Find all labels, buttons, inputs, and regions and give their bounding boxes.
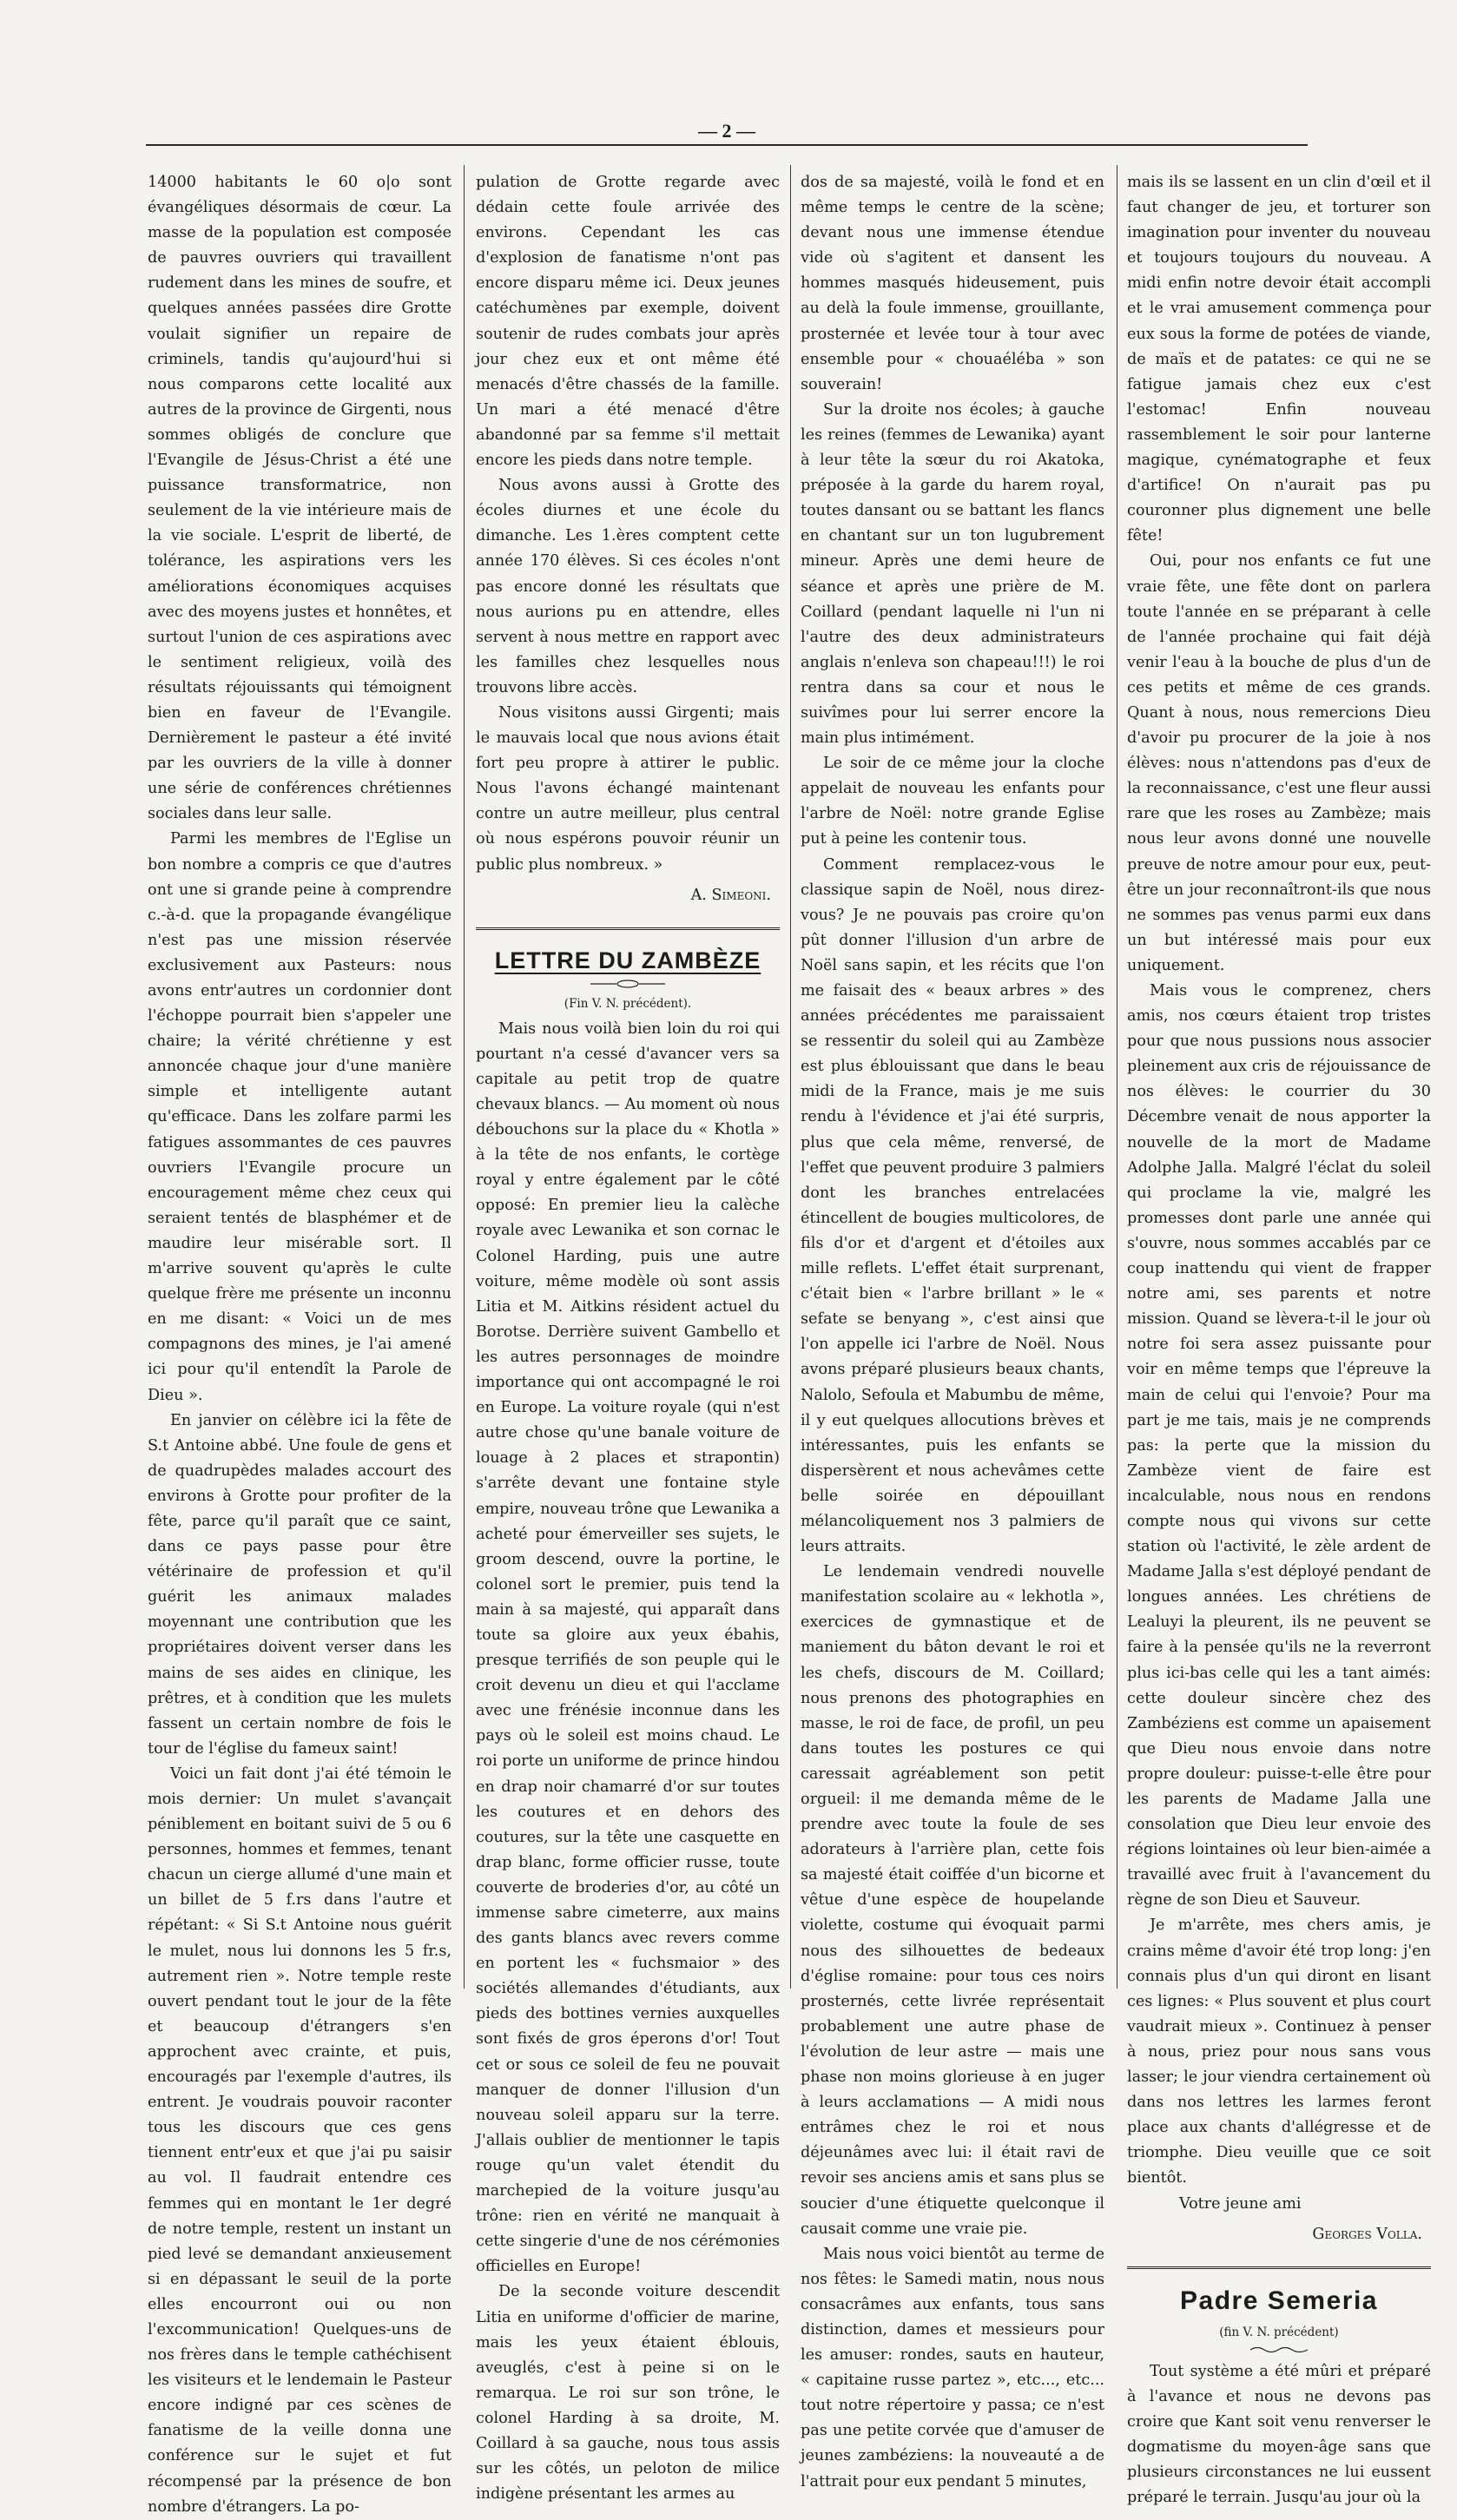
signature-volla: Georges Volla.: [1312, 2225, 1422, 2243]
paragraph: Mais nous voilà bien loin du roi qui pourtant n'a cessé d'avancer vers sa capitale au petit trop de quatre chevaux blancs. — Au moment où nous débouchons sur la place du « Khotla » à la tête de nos enfants, le cortège royal y entre également par le côté opposé: En premier lieu la calèche royale avec Lewanika et son cornac le Colonel Harding, puis une autre voiture, même modèle où sont assis Litia et M. Aitkins résident actuel du Borotse. Derrière suivent Gambello et les autres personnages de moindre importance qui ont accompagné le roi en Europe. La voiture royale (qui n'est autre chose qu'une banale voiture de louage à 2 places et strapontin) s'arrête devant une fontaine style empire, nouveau trône que Lewanika a acheté pour émerveiller ses sujets, le groom descend, ouvre la portine, le colonel sort le premier, puis tend la main à sa majesté, qui apparaît dans toute sa gloire aux yeux ébahis, presque terrifiés de son peuple qui le croit devenu un dieu et qui l'acclame avec une frénésie inconnue dans les pays où le soleil est moins chaud. Le roi porte un uniforme de prince hindou en drap noir chamarré d'or sur toutes les coutures et en dehors des coutures, sur la tête une casquette en drap blanc, forme officier russe, toute couverte de broderies d'or, au côté un immense sabre cimeterre, aux mains des gants blancs avec revers comme en portent les « fuchsmaior » des sociétés allemandes d'étudiants, aux pieds des bottines vernies auxquelles sont fixés de gros éperons d'or! Tout cet or sous ce soleil de feu ne pouvait manquer de donner l'illusion d'un nouveau soleil apparu sur la terre. J'allais oublier de mentionner le tapis rouge qu'un valet étendit du marchepied de la voiture jusqu'au trône: rien en vérité ne manquait à cette singerie d'une de nos cérémonies officielles en Europe!: [476, 1019, 780, 2276]
paragraph: Oui, pour nos enfants ce fut une vraie fête, une fête dont on parlera toute l'année en se préparant à celle de l'année prochaine qui fait déjà venir l'eau à la bouche de plus d'un de ces petits et même de ces grands. Quant à nous, nous remercions Dieu d'avoir pu procurer de la joie à nos élèves: nous n'attendons pas d'eux de la reconnaissance, c'est une fleur aussi rare que les roses au Zambèze; mais nous leur avons donné une nouvelle preuve de notre amour pour eux, peut-être un jour reconnaîtront-ils que nous ne sommes pas venus parmi eux dans un but intéressé mais pour eux uniquement.: [1127, 552, 1431, 974]
page-header: [146, 120, 1308, 146]
continued-note: (fin V. N. précédent): [1219, 2325, 1339, 2339]
paragraph: Le soir de ce même jour la cloche appelait de nouveau les enfants pour l'arbre de Noël: notre grande Eglise put à peine les contenir tous.: [801, 755, 1104, 848]
ornament-icon: [589, 979, 667, 989]
section-divider: [476, 927, 780, 930]
column-2: [476, 170, 780, 2504]
paragraph: mais ils se lassent en un clin d'œil et il faut changer de jeu, et torturer son imagination pour inventer du nouveau et toujours toujours du nouveau. A midi enfin notre devoir était accompli et le vrai amusement commença pour eux sous la forme de potées de viande, de maïs et de patates: ce qui ne se fatigue jamais chez eux c'est l'estomac! Enfin nouveau rassemblement le soir pour lanterne magique, cynématographe et feux d'artifice! On n'aurait pas pu couronner plus dignement une belle fête!: [1127, 174, 1431, 545]
column-3: [801, 170, 1104, 2490]
signature-simeoni: A. Simeoni.: [690, 886, 771, 904]
section-divider: [1127, 2266, 1431, 2269]
closing-line: Votre jeune ami: [1179, 2194, 1302, 2213]
article-title-semeria: Padre Semeria: [1180, 2286, 1378, 2315]
paragraph: De la seconde voiture descendit Litia en uniforme d'officier de marine, mais les yeux étaient éblouis, aveuglés, c'est à peine si on le remarqua. Le roi sur son trône, le colonel Harding à sa droite, M. Coillard à sa gauche, nous tous assis sur les côtés, un peloton de milice indigène présentant les armes au: [476, 2283, 780, 2504]
ornament-icon: [1249, 2345, 1309, 2354]
paragraph: 14000 habitants le 60 o|o sont évangéliques désormais de cœur. La masse de la population est composée de pauvres ouvriers qui travaillent rudement dans les mines de soufre, et quelques années passées dire Grotte voulait signifier un repaire de criminels, tandis qu'aujourd'hui si nous comparons cette localité aux autres de la province de Girgenti, nous sommes obligés de conclure que l'Evangile de Jésus-Christ a été une puissance transformatrice, non seulement de la vie intérieure mais de la vie sociale. L'esprit de liberté, de tolérance, les aspirations vers les améliorations économiques acquises avec des moyens justes et honnêtes, et surtout l'union de ces aspirations avec le sentiment religieux, voilà des résultats réjouissants qui témoignent bien en faveur de l'Evangile. Dernièrement le pasteur a été invité par les ouvriers de la ville à donner une série de conférences chrétiennes sociales dans leur salle.: [148, 174, 452, 823]
paragraph: En janvier on célèbre ici la fête de S.t Antoine abbé. Une foule de gens et de quadrupèdes malades accourt des environs à Grotte pour profiter de la fête, parce qu'il paraît que ce saint, dans ce pays passe pour être vétérinaire de profession et qu'il guérit les animaux malades moyennant une contribution que les propriétaires doivent verser dans les mains de ses aides en clinique, les prêtres, et à condition que les mulets fassent un certain nombre de fois le tour de l'église du fameux saint!: [148, 1411, 452, 1758]
paragraph: Je m'arrête, mes chers amis, je crains même d'avoir été trop long: j'en connais plus d'un qui diront en lisant ces lignes: « Plus souvent et plus court vaudrait mieux ». Continuez à penser à nous, priez pour nous sans vous lasser; le jour viendra certainement où dans nos lettres les larmes feront place aux chants d'allégresse et de triomphe. Dieu veuille que ce soit bientôt.: [1127, 1916, 1431, 2187]
paragraph: Mais nous voici bientôt au terme de nos fêtes: le Samedi matin, nous nous consacrâmes aux enfants, tous sans distinction, dames et messieurs pour les amuser: rondes, sauts en hauteur, « capitaine russe partez », etc..., etc... tout notre répertoire y passa; ce n'est pas une petite corvée que d'amuser de jeunes zambéziens: la nouveauté a de l'attrait pour eux pendant 5 minutes,: [801, 2245, 1104, 2490]
page-number: — 2 —: [146, 120, 1308, 142]
column-1: [148, 170, 452, 2516]
paragraph: pulation de Grotte regarde avec dédain cette foule arrivée des environs. Cependant les cas d'explosion de fanatisme n'ont pas encore disparu même ici. Deux jeunes catéchumènes par exemple, doivent soutenir de rudes combats jour après jour chez eux et ont même été menacés d'être chassés de la famille. Un mari a été menacé d'être abandonné par sa femme s'il mettait encore les pieds dans notre temple.: [476, 174, 780, 470]
paragraph: Le lendemain vendredi nouvelle manifestation scolaire au « lekhotla », exercices de gymnastique et de maniement du bâton devant le roi et les chefs, discours de M. Coillard; nous prenons des photographies en masse, le roi de face, de profil, un peu dans toutes les postures ce qui caressait agréablement son petit orgueil: il me demanda même de le prendre avec toute la foule de ses adorateurs à l'arrière plan, cette fois sa majesté était coiffée d'un bicorne et vêtue d'une espèce de houpelande violette, costume qui évoquait parmi nous des silhouettes de bedeaux d'église romaine: pour tous ces noirs prosternés, cette livrée représentait probablement une autre phase de l'évolution de leur astre — mais une phase non moins glorieuse à en juger à leurs acclamations — A midi nous entrâmes chez le roi et nous déjeunâmes avec lui: il était ravi de revoir ses anciens amis et sans plus se soucier d'une étiquette quelconque il causait comme une vraie pie.: [801, 1563, 1104, 2238]
paragraph: Parmi les membres de l'Eglise un bon nombre a compris ce que d'autres ont une si grande peine à comprendre c.-à-d. que la propagande évangélique n'est pas une mission réservée exclusivement aux Pasteurs: nous avons entr'autres un cordonnier dont l'échoppe pourrait bien s'appeler une chaire; la vérité chrétienne y est annoncée chaque jour d'une manière simple et intelligente autant qu'efficace. Dans les zolfare parmi les fatigues assommantes de ces pauvres ouvriers l'Evangile procure un encouragement même chez ceux qui seraient tentés de blasphémer et de maudire leur misérable sort. Il m'arrive souvent qu'après le culte quelque frère me présente un inconnu en me disant: « Voici un de mes compagnons des mines, je l'ai amené ici pour qu'il entendît la Parole de Dieu ».: [148, 830, 452, 1404]
column-divider: [790, 165, 791, 1989]
paragraph: Mais vous le comprenez, chers amis, nos cœurs étaient trop tristes pour que nous pussions nous associer pleinement aux cris de réjouissance de nos élèves: le courrier du 30 Décembre venait de nous apporter la nouvelle de la mort de Madame Adolphe Jalla. Malgré l'éclat du soleil qui proclame la vie, malgré les promesses dont parle une année qui s'ouvre, nous sommes accablés par ce coup inattendu qui vient de frapper notre ami, ses parents et notre mission. Quand se lèvera-t-il le jour où notre foi sera assez puissante pour voir en même temps que l'épreuve la main de celui qui l'envoie? Pour ma part je me tais, mais je ne comprends pas: la perte que la mission du Zambèze vient de faire est incalculable, nous nous en rendons compte nous qui vivons sur cette station où l'activité, le zèle ardent de Madame Jalla s'est déployé pendant de longues années. Les chrétiens de Lealuyi la pleurent, ils ne peuvent se faire à la pensée qu'ils ne la reverront plus ici-bas celle qui les a tant aimés: cette douleur sincère chez des Zambéziens est comme un apaisement que Dieu nous envoie dans notre propre douleur: puisse-t-elle être pour les parents de Madame Jalla une consolation que Dieu leur envoie des régions lointaines où leur bien-aimée a travaillé avec fruit à l'avancement du règne de son Dieu et Sauveur.: [1127, 982, 1431, 1910]
paragraph: Tout système a été mûri et préparé à l'avance et nous ne devons pas croire que Kant soit venu renverser le dogmatisme du moyen-âge sans que plusieurs circonstances ne lui eussent préparé le terrain. Jusqu'au jour où la: [1127, 2362, 1431, 2507]
continued-note: (Fin V. N. précédent).: [564, 996, 692, 1011]
paragraph: Sur la droite nos écoles; à gauche les reines (femmes de Lewanika) ayant à leur tête la sœur du roi Akatoka, préposée à la garde du harem royal, toutes dansant ou se battant les flancs en chantant sur un ton lugubrement mineur. Après une demi heure de séance et après une prière de M. Coillard (pendant laquelle ni l'un ni l'autre des deux administrateurs anglais n'enleva son chapeau!!!) le roi rentra dans sa cour et nous le suivîmes pour lui serrer encore la main plus intimément.: [801, 400, 1104, 748]
paragraph: dos de sa majesté, voilà le fond et en même temps le centre de la scène; devant nous une immense étendue vide où s'agitent et dansent les hommes masqués hideusement, puis au delà la foule immense, grouillante, prosternée et levée tour à tour avec ensemble pour « chouaéléba » son souverain!: [801, 174, 1104, 393]
column-divider: [464, 165, 465, 1989]
column-4: [1127, 170, 1431, 2507]
paragraph: Nous avons aussi à Grotte des écoles diurnes et une école du dimanche. Les 1.ères comptent cette année 170 élèves. Si ces écoles n'ont pas encore donné les résultats que nous aurions pu en attendre, elles servent à nous mettre en rapport avec les familles chez lesquelles nous trouvons libre accès.: [476, 477, 780, 696]
paragraph: Voici un fait dont j'ai été témoin le mois dernier: Un mulet s'avançait péniblement en boitant suivi de 5 ou 6 personnes, hommes et femmes, tenant chacun un cierge allumé d'une main et un billet de 5 f.rs dans l'autre et répétant: « Si S.t Antoine nous guérit le mulet, nous lui donnons les 5 fr.s, autrement rien ». Notre temple reste ouvert pendant tout le jour de la fête et beaucoup d'étrangers s'en approchent avec crainte, et puis, encouragés par l'exemple d'autres, ils entrent. Je voudrais pouvoir raconter tous les discours que ces gens tiennent entr'eux et que j'ai pu saisir au vol. Il faudrait entendre ces femmes qui en montant le 1er degré de notre temple, restent un instant un pied levé se demandant anxieusement si en dépassant le seuil de la porte elles encourront oui ou non l'excommunication! Quelques-uns de nos frères dans le temple cathéchisent les visiteurs et le lendemain le Pasteur encore indigné par ces scènes de fanatisme de la veille donna une conférence sur le sujet et fut récompensé par la présence de bon nombre d'étrangers. La po-: [148, 1765, 452, 2516]
paragraph: Comment remplacez-vous le classique sapin de Noël, nous direz-vous? Je ne pouvais pas croire qu'on pût donner l'illusion d'un arbre de Noël sans sapin, et les récits que l'on me faisait des « beaux arbres » des années précédentes me paraissaient se ressentir du soleil qui au Zambèze est plus éblouissant que dans le beau midi de la France, mais je me suis rendu à l'évidence et j'ai été surpris, plus que cela même, renversé, de l'effet que peuvent produire 3 palmiers dont les branches entrelacées étincellent de bougies multicolores, de fils d'or et d'argent et d'étoiles aux mille reflets. L'effet était surprenant, c'était bien « l'arbre brillant » le « sefate se benyang », c'est ainsi que l'on appelle ici l'arbre de Noël. Nous avons préparé plusieurs beaux chants, Nalolo, Sefoula et Mabumbu de même, il y eut quelques allocutions brèves et intéressantes, puis les enfants se dispersèrent et nous achevâmes cette belle soirée en dépouillant mélancoliquement nos 3 palmiers de leurs attraits.: [801, 855, 1104, 1556]
paragraph: Nous visitons aussi Girgenti; mais le mauvais local que nous avions était fort peu propre à attirer le public. Nous l'avons échangé maintenant contre un autre meilleur, plus central où nous espérons pouvoir réunir un public plus nombreux. »: [476, 703, 780, 874]
article-title-zambeze: LETTRE DU ZAMBÈZE: [494, 947, 761, 973]
